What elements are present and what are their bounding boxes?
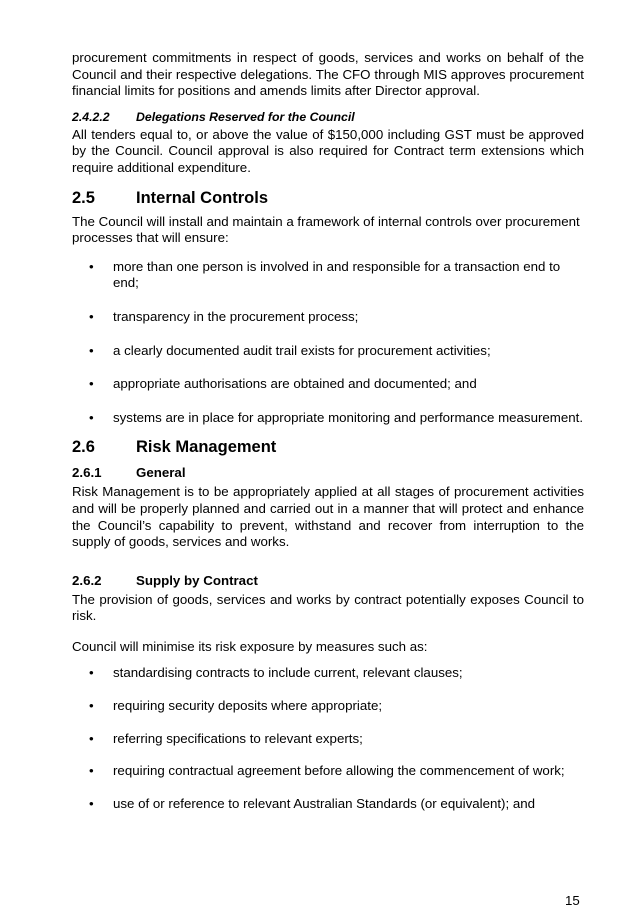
section-title: General xyxy=(136,465,186,481)
bullet-icon: • xyxy=(89,665,94,681)
list-item-text: appropriate authorisations are obtained and documented; and xyxy=(113,376,477,392)
section-2-4-2-2-paragraph: All tenders equal to, or above the value of $150,000 including GST must be approved by the Council. Council approval is also required for Contract term extensions which require additional expenditure. xyxy=(72,126,584,175)
bullet-icon: • xyxy=(89,308,94,324)
list-item xyxy=(72,259,584,292)
section-number: 2.6.2 xyxy=(72,572,102,588)
section-2-5-paragraph: The Council will install and maintain a framework of internal controls over procurement processes that will ensure: xyxy=(72,213,580,246)
bullet-icon: • xyxy=(89,258,94,274)
list-item-text: standardising contracts to include current, relevant clauses; xyxy=(113,665,463,681)
list-item xyxy=(72,376,584,393)
spacer xyxy=(72,625,584,639)
section-2-6-2-heading xyxy=(72,573,584,589)
section-number: 2.6.1 xyxy=(72,465,102,481)
list-item xyxy=(72,343,584,360)
page-number: 15 xyxy=(565,893,580,908)
list-item xyxy=(72,763,584,780)
section-2-4-2-2-heading xyxy=(72,110,584,124)
risk-measures-list xyxy=(72,665,584,812)
intro-paragraph: procurement commitments in respect of goods, services and works on behalf of the Council and their respective delegations. The CFO through MIS approves procurement financial limits for positions and amends limits after Director approval. xyxy=(72,50,584,99)
bullet-icon: • xyxy=(89,730,94,746)
section-title: Internal Controls xyxy=(136,188,269,207)
list-item xyxy=(72,698,584,715)
list-item-text: transparency in the procurement process; xyxy=(113,308,359,324)
list-item xyxy=(72,796,584,813)
section-2-6-2-paragraph-1: The provision of goods, services and works by contract potentially exposes Council to risk. xyxy=(72,591,584,624)
bullet-icon: • xyxy=(89,409,94,425)
internal-controls-list xyxy=(72,259,584,427)
section-number: 2.5 xyxy=(72,188,95,207)
section-title: Delegations Reserved for the Council xyxy=(136,109,355,124)
list-item xyxy=(72,309,584,326)
section-2-6-1-heading xyxy=(72,465,584,481)
bullet-icon: • xyxy=(89,698,94,714)
document-page xyxy=(72,50,584,828)
section-2-6-1-paragraph: Risk Management is to be appropriately applied at all stages of procurement activities and will be properly planned and carried out in a manner that will protect and enhance the Council’s capability to prevent, withstand and recover from interruption to the supply of goods, services and works. xyxy=(72,484,584,550)
section-number: 2.6 xyxy=(72,438,95,457)
bullet-icon: • xyxy=(89,763,94,779)
list-item-text: requiring contractual agreement before allowing the commencement of work; xyxy=(113,763,565,779)
list-item xyxy=(72,665,584,682)
bullet-icon: • xyxy=(89,795,94,811)
list-item-text: a clearly documented audit trail exists for procurement activities; xyxy=(113,342,491,358)
bullet-icon: • xyxy=(89,376,94,392)
section-2-5-heading xyxy=(72,188,584,208)
list-item-text: systems are in place for appropriate monitoring and performance measurement. xyxy=(113,409,584,425)
section-2-6-2-paragraph-2: Council will minimise its risk exposure by measures such as: xyxy=(72,638,428,654)
section-number: 2.4.2.2 xyxy=(72,109,110,124)
section-title: Risk Management xyxy=(136,438,277,457)
list-item-text: referring specifications to relevant experts; xyxy=(113,730,363,746)
list-item-text: requiring security deposits where appropriate; xyxy=(113,698,383,714)
section-title: Supply by Contract xyxy=(136,572,258,588)
list-item xyxy=(72,410,584,427)
list-item-text: more than one person is involved in and responsible for a transaction end to end; xyxy=(113,258,561,291)
spacer xyxy=(72,551,584,565)
bullet-icon: • xyxy=(89,342,94,358)
section-2-6-heading xyxy=(72,437,584,457)
list-item xyxy=(72,731,584,748)
list-item-text: use of or reference to relevant Australian Standards (or equivalent); and xyxy=(113,795,536,811)
